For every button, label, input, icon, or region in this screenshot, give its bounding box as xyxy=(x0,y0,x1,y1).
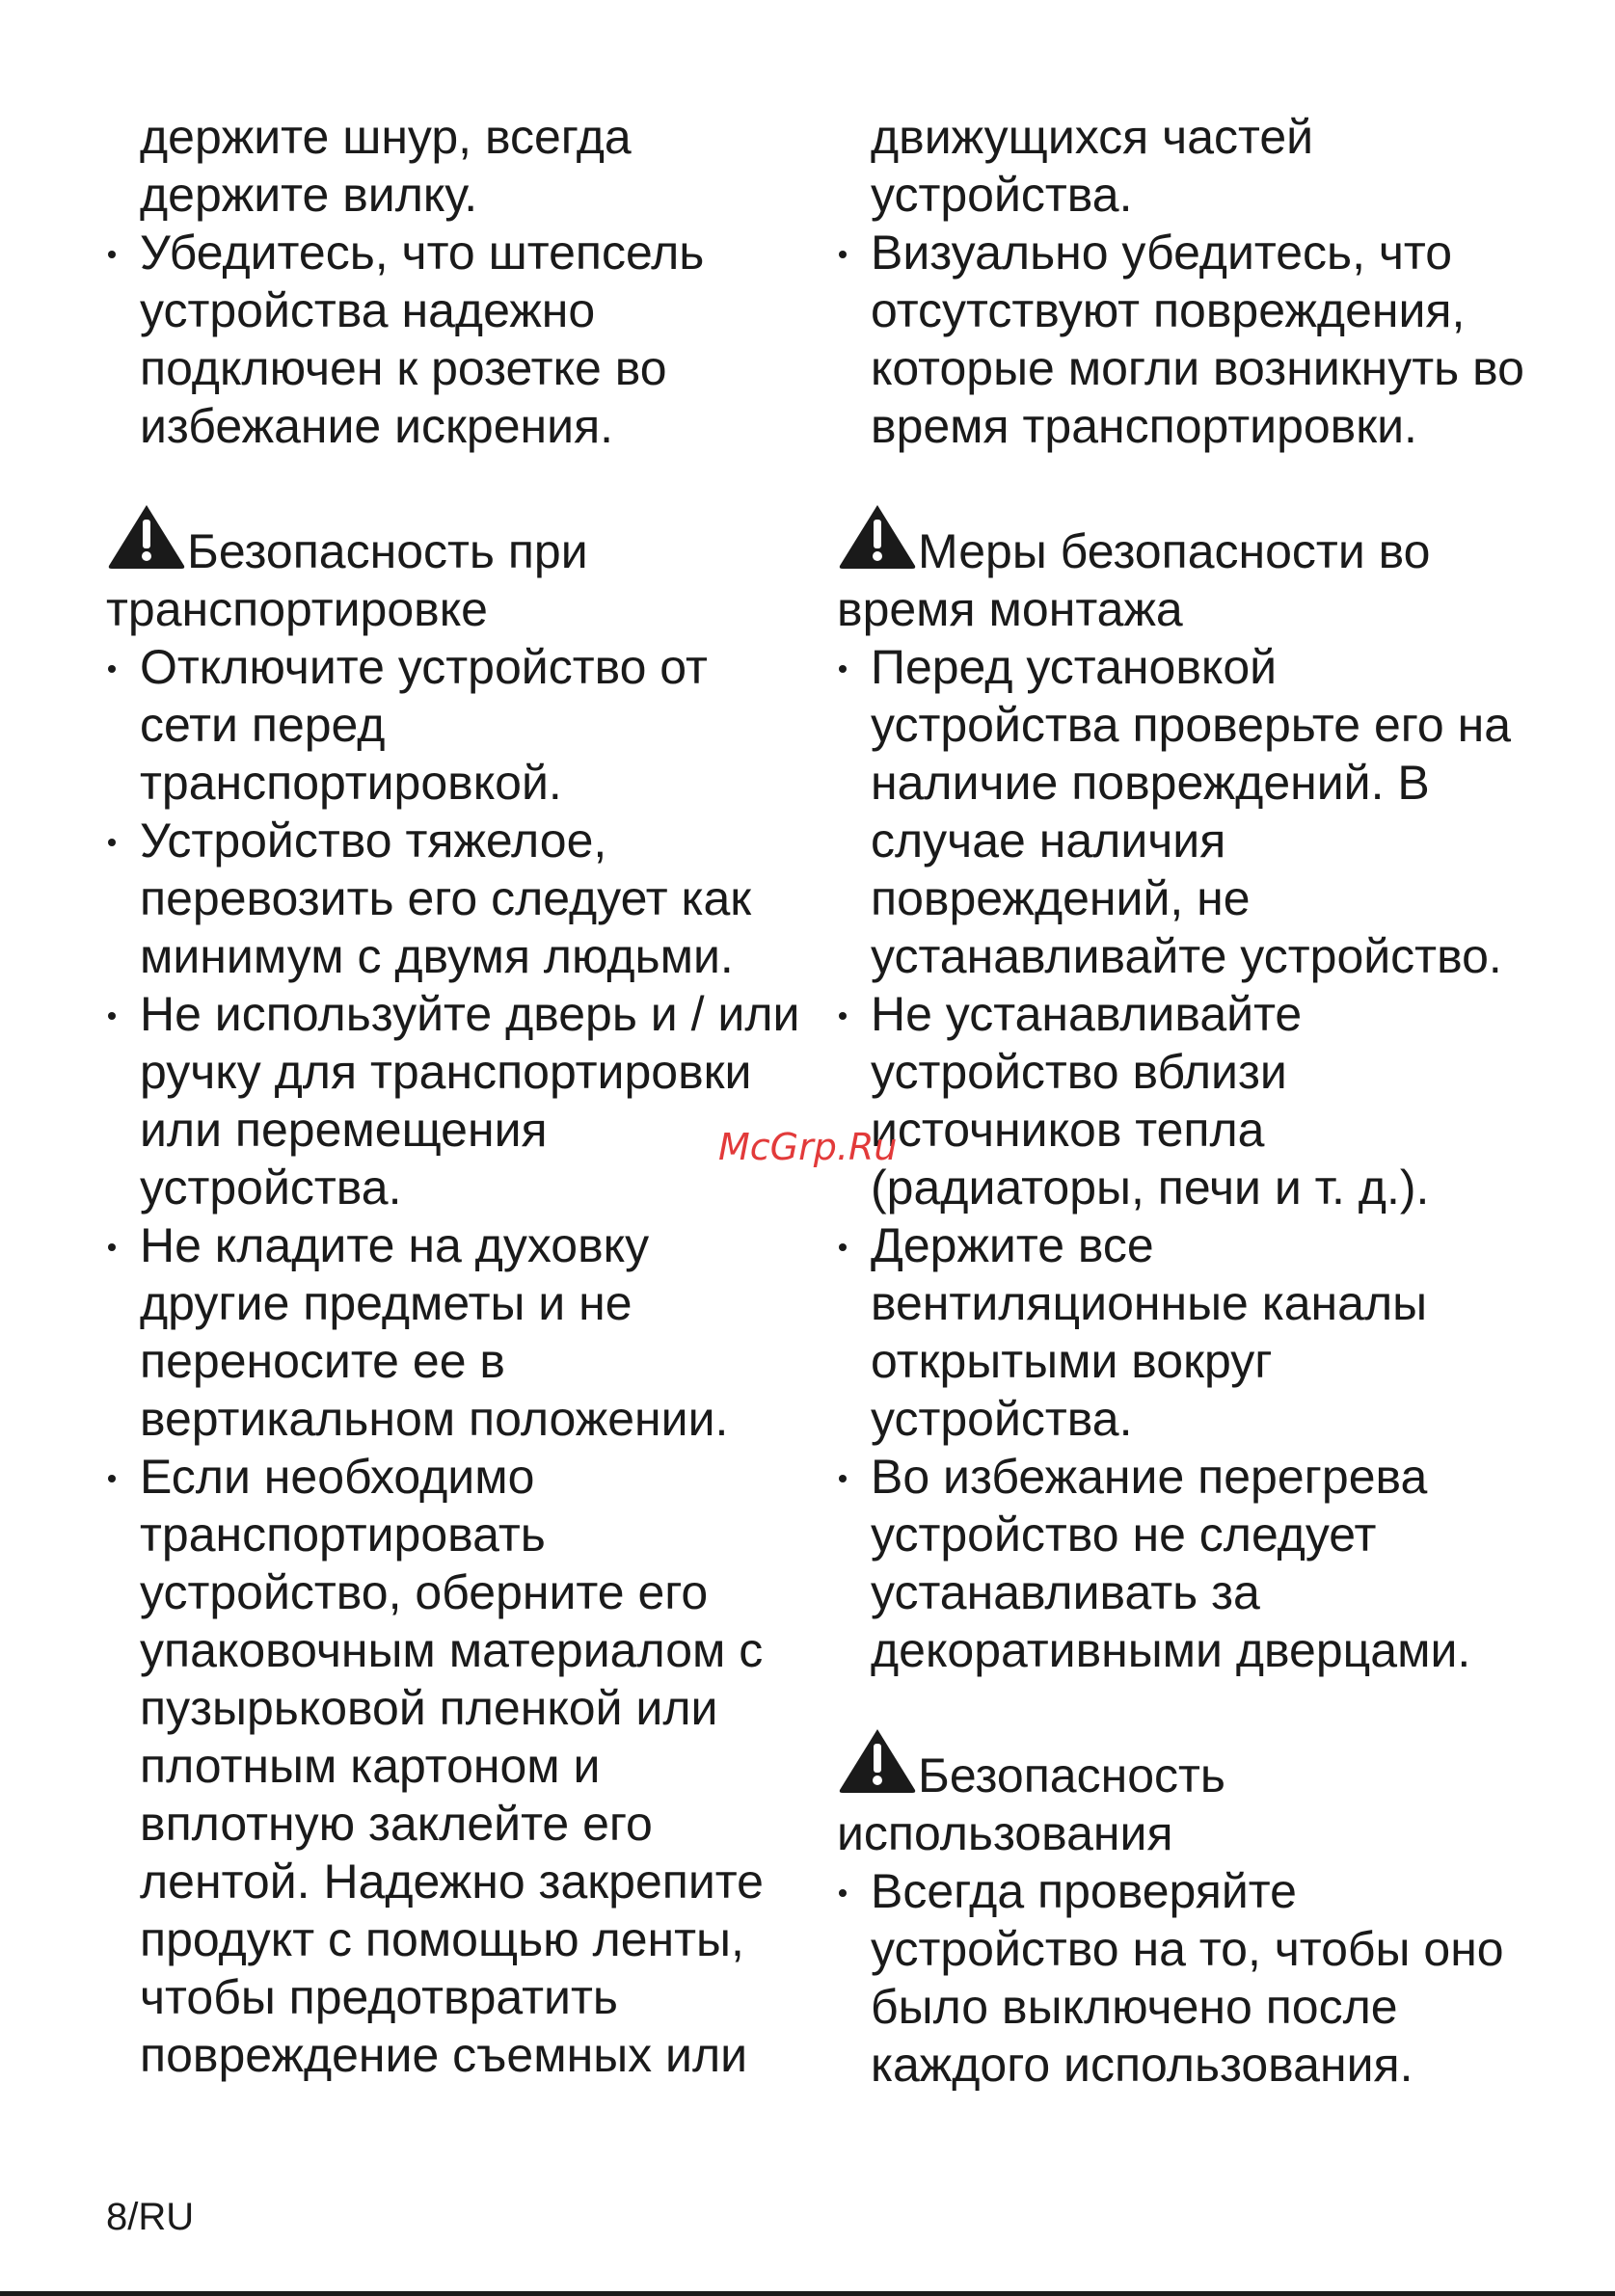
list-item: Отключите устройство от сети перед транспортировкой. xyxy=(106,638,810,812)
list-item: Всегда проверяйте устройство на то, чтобы оно было выключено после каждого использования. xyxy=(837,1862,1531,2094)
list-item: Не кладите на духовку другие предметы и не переносите ее в вертикальном положении. xyxy=(106,1216,810,1448)
list-item: Убедитесь, что штепсель устройства надежно подключен к розетке во избежание искрения. xyxy=(106,224,810,455)
heading-line: время монтажа xyxy=(837,582,1183,636)
list-item: Не используйте дверь и / или ручку для транспортировки или перемещения устройства. xyxy=(106,985,810,1216)
page-number: 8/RU xyxy=(106,2196,195,2238)
list-item: Если необходимо транспортировать устройство, оберните его упаковочным материалом с пузырьковой пленкой или плотным картоном и вплотную заклейте его лентой. Надежно закрепите продукт с помощью ленты, чтобы предотвратить повреждение съемных или xyxy=(106,1448,810,2084)
heading-line: транспортировке xyxy=(106,582,488,636)
continuation-text xyxy=(837,108,1531,224)
text-line: держите шнур, всегда xyxy=(140,110,632,164)
list-item: Держите все вентиляционные каналы открытыми вокруг устройства. xyxy=(837,1216,1531,1448)
list-item: Перед установкой устройства проверьте его на наличие повреждений. В случае наличия повреждений, не устанавливайте устройство. xyxy=(837,638,1531,985)
watermark: McGrp.Ru xyxy=(718,1126,898,1168)
left-column xyxy=(106,108,810,2084)
heading-line: использования xyxy=(837,1806,1173,1860)
list-item: Визуально убедитесь, что отсутствуют повреждения, которые могли возникнуть во время транспортировки. xyxy=(837,224,1531,455)
continuation-text xyxy=(106,108,810,224)
list-item: Во избежание перегрева устройство не следует устанавливать за декоративными дверцами. xyxy=(837,1448,1531,1679)
list-item: Устройство тяжелое, перевозить его следует как минимум с двумя людьми. xyxy=(106,812,810,985)
bullet-list xyxy=(837,1862,1531,2094)
bullet-list xyxy=(106,638,810,2084)
section-heading-usage xyxy=(837,1726,1531,1862)
right-column xyxy=(837,108,1531,2094)
heading-line: Безопасность xyxy=(918,1749,1225,1802)
bottom-rule xyxy=(0,2291,1615,2296)
warning-triangle-icon xyxy=(106,502,187,572)
warning-triangle-icon xyxy=(837,502,918,572)
section-heading-transport xyxy=(106,502,810,638)
bullet-list xyxy=(837,638,1531,1679)
heading-line: Меры безопасности во xyxy=(918,524,1431,578)
warning-triangle-icon xyxy=(837,1726,918,1796)
bullet-list xyxy=(837,224,1531,455)
section-heading-installation xyxy=(837,502,1531,638)
list-item: Не устанавливайте устройство вблизи источников тепла (радиаторы, печи и т. д.). xyxy=(837,985,1531,1216)
bullet-list xyxy=(106,224,810,455)
text-line: держите вилку. xyxy=(140,168,478,222)
text-line: устройства. xyxy=(871,168,1133,222)
heading-line: Безопасность при xyxy=(187,524,588,578)
text-line: движущихся частей xyxy=(871,110,1314,164)
